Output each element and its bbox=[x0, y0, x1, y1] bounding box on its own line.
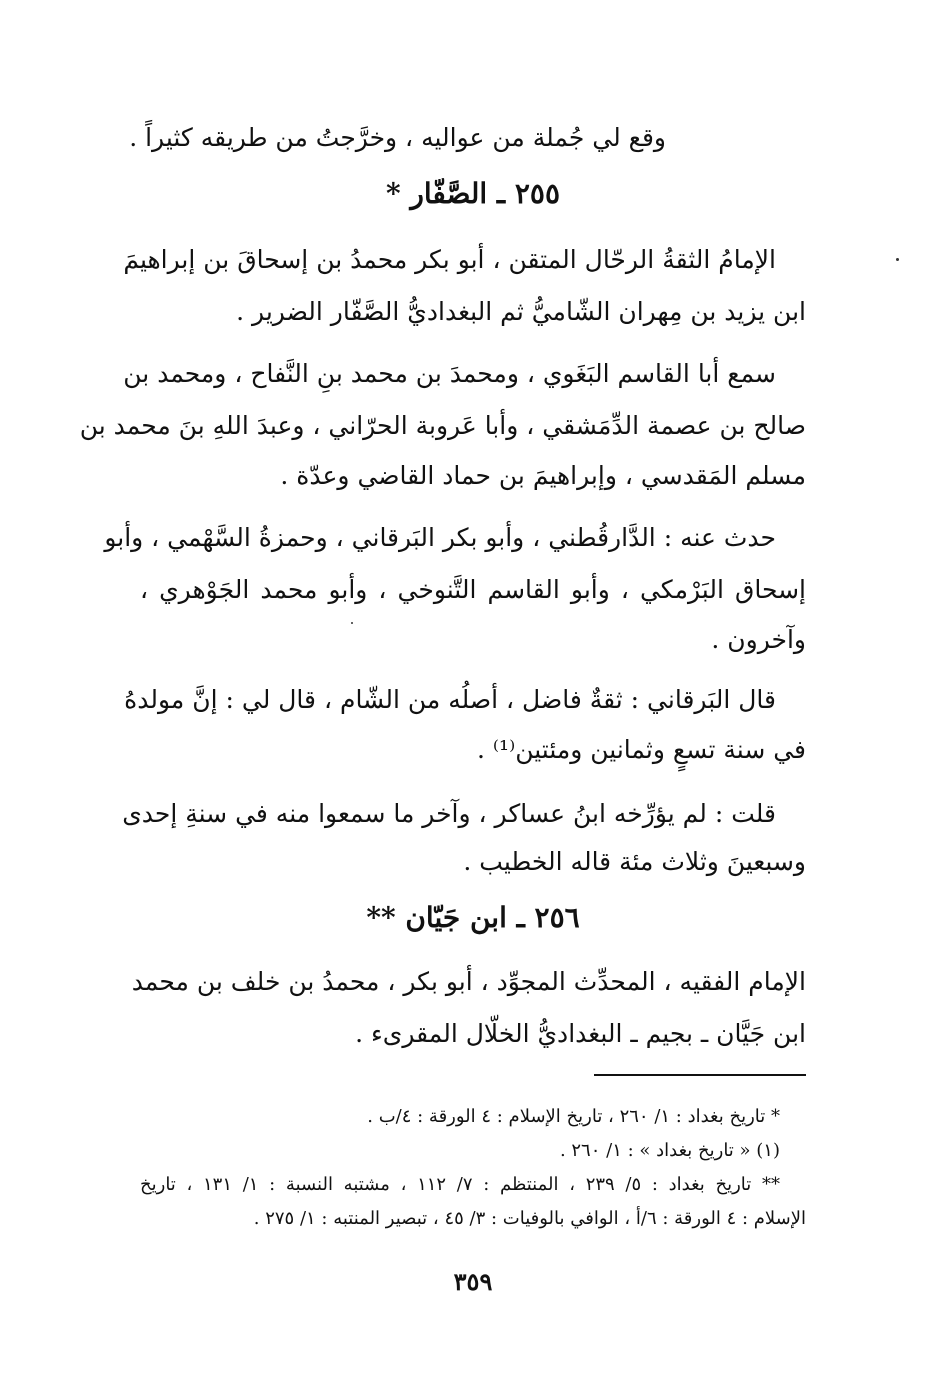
entry-255-intro-line-2: ابن يزيد بن مِهران الشّاميُّ ثم البغداديُّ الصَّفّار الضرير . bbox=[236, 297, 806, 326]
print-speck bbox=[351, 622, 353, 624]
entry-255-narrated-line-2: إسحاق البَرْمكي ، وأبو القاسم التَّنوخي ، وأبو محمد الجَوْهري ، bbox=[140, 575, 806, 604]
entry-255-heard-line-2: صالح بن عصمة الدِّمَشقي ، وأبا عَروبة الحرّاني ، وعبدَ اللهِ بنَ محمد بن bbox=[79, 411, 806, 440]
entry-255-heard-line-3: مسلم المَقدسي ، وإبراهيمَ بن حماد القاضي وعدّة . bbox=[280, 461, 806, 490]
entry-255-note-line-1: قلت : لم يؤرِّخه ابنُ عساكر ، وآخر ما سمعوا منه في سنةِ إحدى bbox=[122, 799, 776, 828]
footnote-divider bbox=[594, 1074, 806, 1076]
footnote-3-continued: الإسلام : ٤ الورقة : ٦/أ ، الوافي بالوفيات : ٣/ ٤٥ ، تبصير المنتبه : ١/ ٢٧٥ . bbox=[253, 1208, 806, 1229]
entry-255-intro-line-1: الإمامُ الثقةُ الرحّال المتقن ، أبو بكر محمدُ بن إسحاقَ بن إبراهيمَ bbox=[123, 245, 776, 274]
entry-256-intro-line-1: الإمام الفقيه ، المحدِّث المجوِّد ، أبو بكر ، محمدُ بن خلف بن محمد bbox=[131, 967, 806, 996]
footnote-1: * تاريخ بغداد : ١/ ٢٦٠ ، تاريخ الإسلام : ٤ الورقة : ٤/ب . bbox=[367, 1106, 780, 1127]
continuation-line: وقع لي جُملة من عواليه ، وخرَّجتُ من طريقه كثيراً . bbox=[129, 123, 666, 152]
book-page bbox=[79, 0, 806, 1376]
entry-256-intro-line-2: ابن جَيَّان ـ بجيم ـ البغداديُّ الخلّال المقرىء . bbox=[355, 1019, 806, 1048]
entry-255-narrated-line-3: وآخرون . bbox=[711, 625, 806, 654]
entry-255-barqani-line-2: في سنة تسعٍ وثمانين ومئتين⁽¹⁾ . bbox=[476, 735, 806, 764]
entry-255-narrated-line-1: حدث عنه : الدَّارقُطني ، وأبو بكر البَرقاني ، وحمزةُ السَّهْمي ، وأبو bbox=[104, 523, 776, 552]
page-number: ٣٥٩ bbox=[453, 1267, 493, 1296]
print-speck bbox=[896, 258, 899, 261]
entry-255-barqani-line-1: قال البَرقاني : ثقةٌ فاضل ، أصلُه من الشّام ، قال لي : إنَّ مولدهُ bbox=[124, 685, 776, 714]
entry-255-note-line-2: وسبعينَ وثلاث مئة قاله الخطيب . bbox=[463, 847, 806, 876]
entry-heading-255: ٢٥٥ ـ الصَّفّار * bbox=[385, 177, 561, 210]
footnote-2: (١) « تاريخ بغداد » : ١/ ٢٦٠ . bbox=[559, 1140, 780, 1161]
footnote-3: ** تاريخ بغداد : ٥/ ٢٣٩ ، المنتظم : ٧/ ١١٢ ، مشتبه النسبة : ١/ ١٣١ ، تاريخ bbox=[140, 1174, 780, 1195]
entry-255-heard-line-1: سمع أبا القاسم البَغَوي ، ومحمدَ بن محمد بنِ النَّفاح ، ومحمد بن bbox=[123, 359, 776, 388]
entry-heading-256: ٢٥٦ ـ ابن جَيّان ** bbox=[366, 901, 580, 934]
